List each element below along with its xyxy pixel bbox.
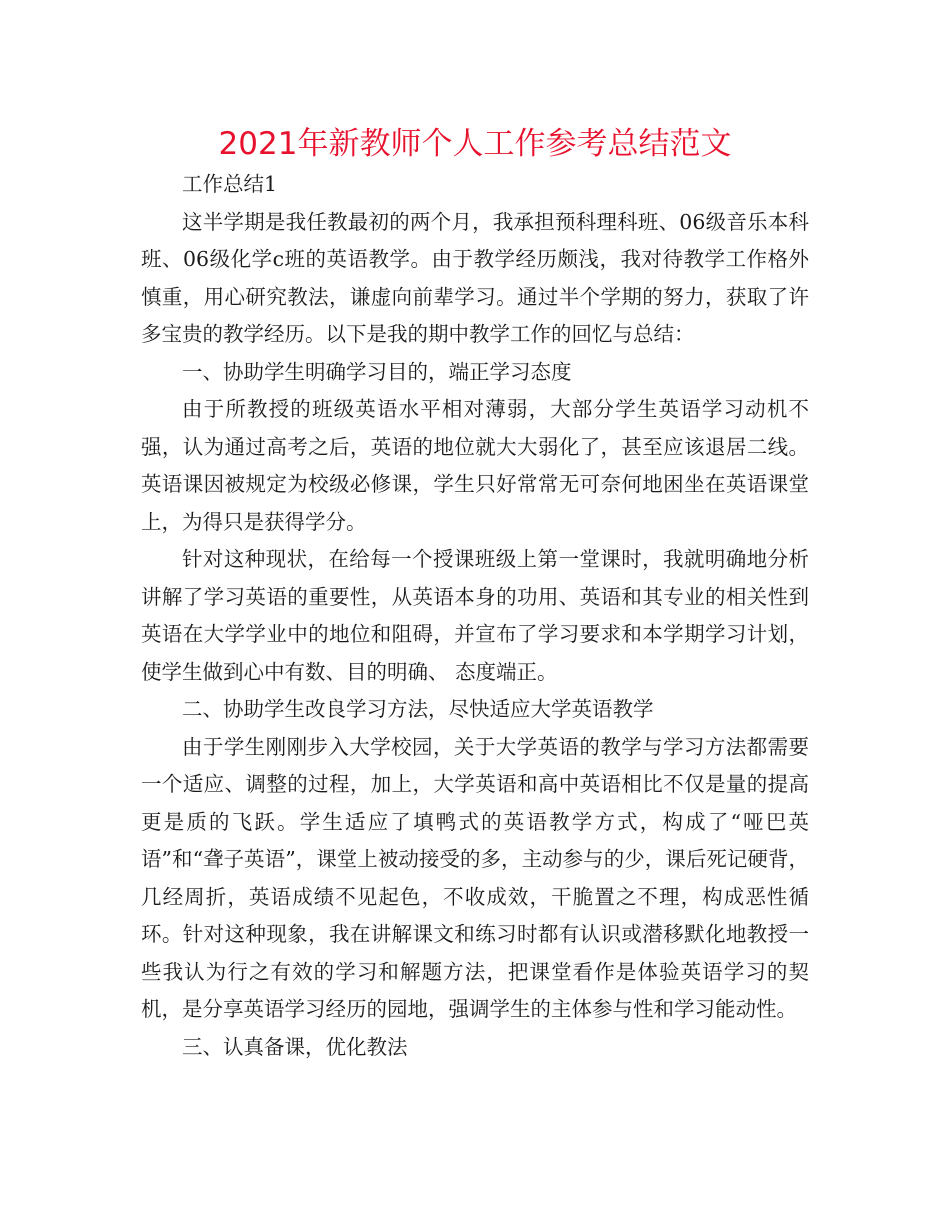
document-title: 2021年新教师个人工作参考总结范文 — [218, 126, 732, 162]
body-paragraph: 针对这种现状，在给每一个授课班级上第一堂课时，我就明确地分析讲解了学习英语的重要性，从英语本身的功用、英语和其专业的相关性到英语在大学学业中的地位和阻碍，并宣布了学习要求和本学期学习计划，使学生做到心中有数、目的明确、 态度端正。 — [141, 547, 809, 684]
section-heading: 二、协助学生改良学习方法，尽快适应大学英语教学 — [182, 697, 654, 721]
section-heading: 一、协助学生明确学习目的，端正学习态度 — [182, 359, 572, 384]
body-paragraph: 由于学生刚刚步入大学校园，关于大学英语的教学与学习方法都需要一个适应、调整的过程，加上，大学英语和高中英语相比不仅是量的提高更是质的飞跃。学生适应了填鸭式的英语教学方式，构成了“哑巴英语”和“聋子英语”，课堂上被动接受的多，主动参与的少，课后死记硬背，几经周折，英语成绩不见起色，不收成效，干脆置之不理，构成恶性循环。针对这种现象，我在讲解课文和练习时都有认识或潜移默化地教授一些我认为行之有效的学习和解题方法，把课堂看作是体验英语学习的契机，是分享英语学习经历的园地，强调学生的主体参与性和学习能动性。 — [141, 734, 809, 1021]
body-paragraph: 由于所教授的班级英语水平相对薄弱，大部分学生英语学习动机不强，认为通过高考之后，英语的地位就大大弱化了，甚至应该退居二线。英语课因被规定为校级必修课，学生只好常常无可奈何地困坐在英语课堂上，为得只是获得学分。 — [141, 397, 809, 534]
section-heading: 工作总结1 — [182, 172, 278, 196]
document-body — [141, 166, 809, 1066]
body-paragraph: 这半学期是我任教最初的两个月，我承担预科理科班、06级音乐本科班、06级化学c班的英语教学。由于教学经历颇浅，我对待教学工作格外慎重，用心研究教法，谦虚向前辈学习。通过半个学期的努力，获取了许多宝贵的教学经历。以下是我的期中教学工作的回忆与总结： — [141, 209, 809, 346]
section-heading: 三、认真备课，优化教法 — [182, 1034, 408, 1059]
